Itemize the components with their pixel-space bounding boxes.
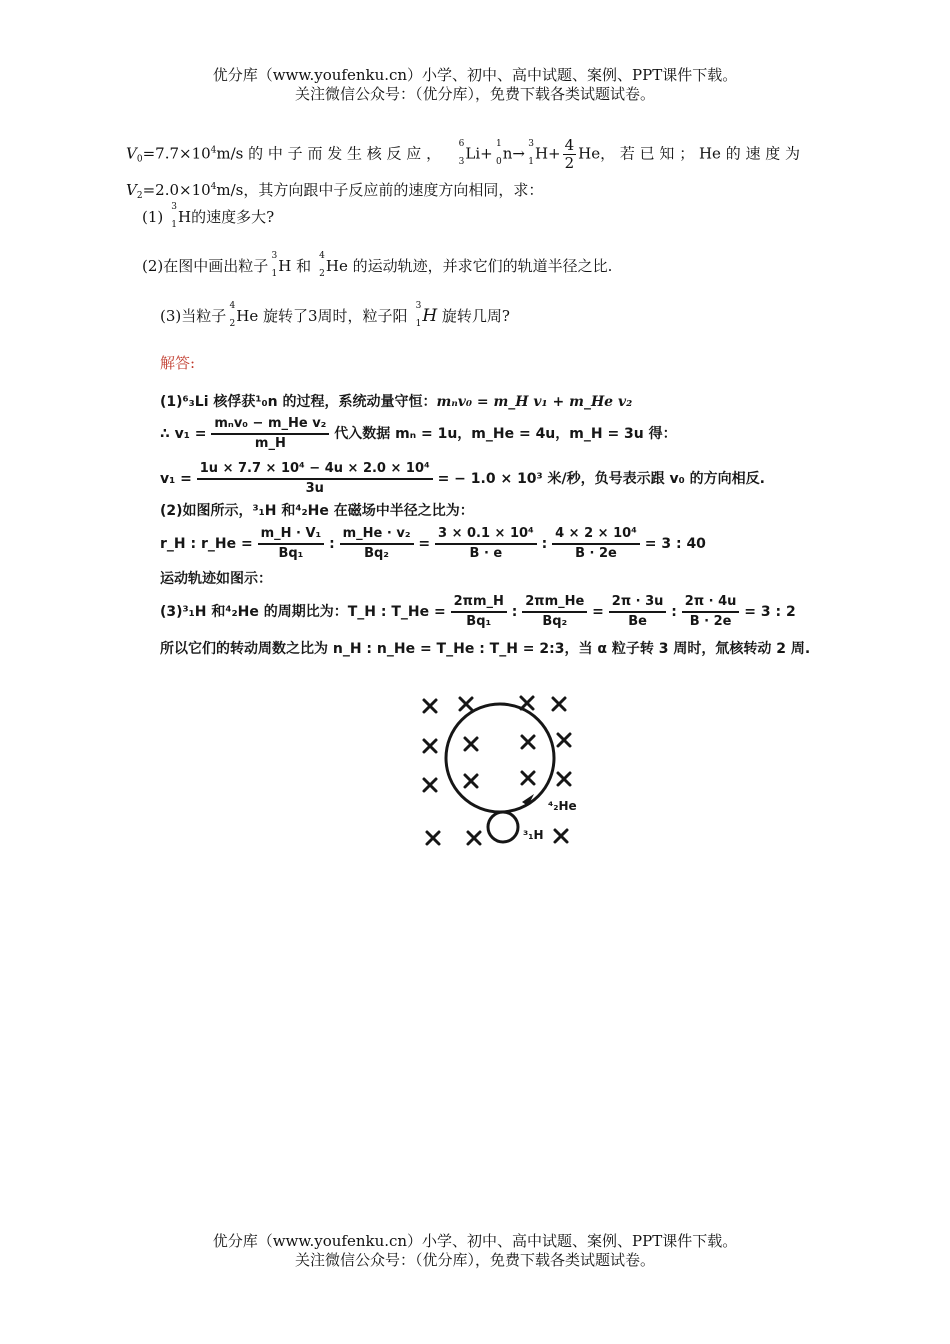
helium-orbit — [446, 704, 554, 812]
solution-line-8: 所以它们的转动周数之比为 n_H : n_He = T_He : T_H = 2:3，当 α 粒子转 3 周时，氚核转动 2 周. — [160, 641, 811, 657]
cross-mark — [558, 773, 570, 785]
answer-label: 解答: — [160, 354, 196, 372]
page-header — [0, 66, 950, 104]
solution-line-2: ∴ v₁ = mₙv₀ − m_He v₂ m_H 代入数据 mₙ = 1u，m_He = 4u，m_H = 3u 得： — [160, 416, 677, 451]
solution-line-4: (2)如图所示，³₁H 和⁴₂He 在磁场中半径之比为： — [160, 503, 474, 519]
cross-mark — [558, 734, 570, 746]
trajectory-figure — [410, 690, 580, 855]
solution-line-6: 运动轨迹如图示： — [160, 571, 272, 587]
question-2: (2)在图中画出粒子 3 1 H 和 4 2 He 的运动轨迹，并求它们的轨道半径之比. — [142, 251, 613, 279]
cross-mark — [427, 832, 439, 844]
cross-mark — [468, 832, 480, 844]
cross-mark — [424, 700, 436, 712]
cross-mark — [424, 740, 436, 752]
solution-line-1: (1)⁶₃Li 核俘获¹₀n 的过程，系统动量守恒：mₙv₀ = m_H v₁ + m_He v₂ — [160, 394, 633, 410]
cross-mark — [424, 779, 436, 791]
cross-mark — [521, 697, 533, 709]
cross-mark — [555, 830, 567, 842]
question-1: (1) 3 1 H的速度多大? — [142, 202, 275, 230]
cross-mark — [460, 698, 472, 710]
solution-line-3: v₁ = $\frac{\text{1u × 7.7 × 10⁴ − 4u × 2.0 × 10⁴}}{3u}$ = − 1.0 × 10³ 米/秒，负号表示跟 v₀ 的方向相反. — [160, 461, 765, 496]
problem-line-2: $V_2=2.0\times 10^4m/s$，其方向跟中子反应前的速度方向相同，求： — [126, 181, 544, 201]
page-footer — [0, 1232, 950, 1270]
cross-mark — [465, 775, 477, 787]
tritium-orbit — [488, 812, 518, 842]
he-label: ⁴₂He — [548, 799, 577, 813]
problem-line-1: $V_0=7.7\times 10^4m/s$ 的 中 子 而 发 生 核 反 应 ， 6 3 Li+ 1 0 n→ 3 1 H+ $\frac{4}{2}$ He， 若 已 知 ； He 的 速 度 为 — [126, 136, 800, 172]
field-cross-marks — [424, 697, 570, 844]
cross-mark — [553, 698, 565, 710]
cross-mark — [465, 738, 477, 750]
solution-line-7: (3)³₁H 和⁴₂He 的周期比为：T_H : T_He = $\frac{2\pi m\_H}{\text{Bq₁}}$ : $\frac{2\pi m\_He}{\text{Bq₂}}$ = $\frac{2\pi \cdot 3u}{Be}$ : $\frac{2\pi \cdot 4u}{B \cdot 2e}$ = 3 : 2 — [160, 594, 796, 629]
footer-line-1: 优分库（www.youfenku.cn）小学、初中、高中试题、案例、PPT课件下载。 — [212, 1232, 738, 1250]
h-label: ³₁H — [523, 828, 544, 842]
footer-line-2: 关注微信公众号：（优分库），免费下载各类试题试卷。 — [294, 1251, 655, 1269]
cross-mark — [522, 772, 534, 784]
header-line-2: 关注微信公众号：（优分库），免费下载各类试题试卷。 — [294, 85, 655, 103]
header-line-1: 优分库（www.youfenku.cn）小学、初中、高中试题、案例、PPT课件下载。 — [212, 66, 738, 84]
question-3: (3)当粒子 4 2 He 旋转了3周时，粒子阳 3 1 H 旋转几周? — [160, 301, 510, 329]
cross-mark — [522, 736, 534, 748]
solution-line-5: r_H : r_He = $\frac{\text{m\_H · V₁}}{\text{Bq₁}}$ : $\frac{\text{m\_He · v₂}}{\text{Bq₂}}$ = $\frac{\text{3 × 0.1 × 10⁴}}{B \cdot e}$ : $\frac{\text{4 × 2 × 10⁴}}{B \cdot 2e}$ = 3 : 40 — [160, 526, 706, 561]
